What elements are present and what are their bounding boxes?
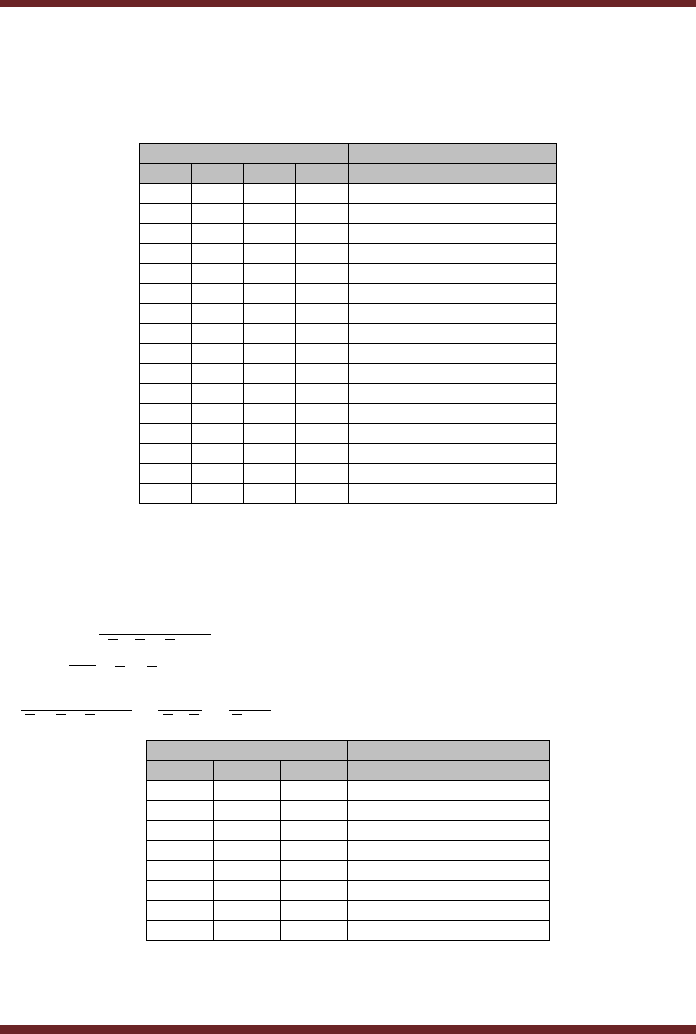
header-group-output bbox=[348, 144, 557, 164]
table-cell bbox=[348, 244, 557, 264]
table-row bbox=[140, 204, 557, 224]
table-cell bbox=[296, 284, 348, 304]
table-cell bbox=[192, 484, 244, 504]
table-cell bbox=[244, 364, 296, 384]
table-cell bbox=[348, 424, 557, 444]
variable-overbar bbox=[108, 639, 118, 640]
table-cell bbox=[192, 264, 244, 284]
header-group-inputs bbox=[140, 144, 349, 164]
table-row bbox=[140, 364, 557, 384]
table-row bbox=[140, 484, 557, 504]
table-cell bbox=[348, 304, 557, 324]
table-group-header-row bbox=[140, 144, 557, 164]
table-cell bbox=[296, 304, 348, 324]
table-cell bbox=[192, 424, 244, 444]
table-cell bbox=[296, 204, 348, 224]
table-cell bbox=[348, 364, 557, 384]
expression-overline bbox=[158, 710, 202, 711]
table-cell bbox=[348, 881, 550, 901]
header-group-inputs bbox=[147, 741, 348, 761]
variable-overbar bbox=[165, 639, 175, 640]
table-cell bbox=[244, 324, 296, 344]
table-cell bbox=[214, 801, 281, 821]
table-cell bbox=[192, 284, 244, 304]
table-cell bbox=[140, 344, 192, 364]
table-cell bbox=[348, 464, 557, 484]
table-cell bbox=[281, 841, 348, 861]
table-cell bbox=[244, 304, 296, 324]
table-cell bbox=[147, 901, 214, 921]
table-cell bbox=[296, 324, 348, 344]
variable-overbar bbox=[115, 666, 125, 667]
table-row bbox=[147, 921, 550, 941]
table-cell bbox=[244, 264, 296, 284]
table-cell bbox=[140, 244, 192, 264]
table-row bbox=[140, 444, 557, 464]
table-row bbox=[140, 224, 557, 244]
table-cell bbox=[147, 801, 214, 821]
table-cell bbox=[192, 224, 244, 244]
table-cell bbox=[192, 384, 244, 404]
table-cell bbox=[244, 484, 296, 504]
table-cell bbox=[192, 404, 244, 424]
table-cell bbox=[281, 861, 348, 881]
table-cell bbox=[214, 781, 281, 801]
table-cell bbox=[140, 444, 192, 464]
expression-overline bbox=[99, 634, 211, 635]
table-cell bbox=[147, 881, 214, 901]
table-cell bbox=[192, 444, 244, 464]
table-cell bbox=[140, 384, 192, 404]
table-cell bbox=[147, 841, 214, 861]
table-cell bbox=[140, 264, 192, 284]
table-row bbox=[140, 344, 557, 364]
table-cell bbox=[348, 324, 557, 344]
table-cell bbox=[244, 244, 296, 264]
table-cell bbox=[192, 184, 244, 204]
header-cell bbox=[281, 761, 348, 781]
table-cell bbox=[296, 364, 348, 384]
table-row bbox=[140, 464, 557, 484]
header-cell bbox=[147, 761, 214, 781]
table-cell bbox=[348, 184, 557, 204]
variable-overbar bbox=[25, 714, 35, 715]
table-cell bbox=[348, 404, 557, 424]
table-row bbox=[147, 781, 550, 801]
table-cell bbox=[244, 444, 296, 464]
table-cell bbox=[244, 384, 296, 404]
table-cell bbox=[348, 444, 557, 464]
table-cell bbox=[296, 244, 348, 264]
table-cell bbox=[348, 204, 557, 224]
table-cell bbox=[244, 224, 296, 244]
expression-overline bbox=[21, 710, 132, 711]
table-cell bbox=[214, 821, 281, 841]
table-cell bbox=[140, 184, 192, 204]
table-cell bbox=[140, 484, 192, 504]
table-row bbox=[147, 841, 550, 861]
table-cell bbox=[244, 344, 296, 364]
table-cell bbox=[140, 464, 192, 484]
table-row bbox=[140, 184, 557, 204]
table-cell bbox=[281, 801, 348, 821]
table-cell bbox=[140, 224, 192, 244]
header-cell bbox=[244, 164, 296, 184]
table-cell bbox=[192, 204, 244, 224]
table-row bbox=[147, 901, 550, 921]
table-cell bbox=[140, 424, 192, 444]
expression-overline bbox=[69, 665, 96, 666]
table-cell bbox=[348, 224, 557, 244]
table-cell bbox=[296, 464, 348, 484]
table-cell bbox=[192, 244, 244, 264]
table-cell bbox=[244, 184, 296, 204]
table-cell bbox=[192, 304, 244, 324]
table-cell bbox=[214, 881, 281, 901]
table-cell bbox=[296, 384, 348, 404]
variable-overbar bbox=[163, 714, 173, 715]
table-cell bbox=[214, 921, 281, 941]
variable-overbar bbox=[135, 639, 145, 640]
table-cell bbox=[140, 324, 192, 344]
variable-overbar bbox=[232, 714, 242, 715]
header-cell bbox=[192, 164, 244, 184]
table-cell bbox=[348, 921, 550, 941]
truth-table-2 bbox=[146, 740, 550, 941]
table-cell bbox=[348, 821, 550, 841]
table-cell bbox=[281, 821, 348, 841]
table-cell bbox=[296, 424, 348, 444]
table-cell bbox=[296, 224, 348, 244]
table-cell bbox=[192, 364, 244, 384]
table-cell bbox=[214, 861, 281, 881]
variable-overbar bbox=[147, 666, 157, 667]
table-row bbox=[140, 244, 557, 264]
table-row bbox=[140, 404, 557, 424]
table-row bbox=[147, 821, 550, 841]
table-cell bbox=[348, 841, 550, 861]
table-cell bbox=[348, 901, 550, 921]
table-cell bbox=[244, 464, 296, 484]
table-row bbox=[147, 861, 550, 881]
table-row bbox=[140, 284, 557, 304]
page-top-band bbox=[0, 0, 696, 7]
header-cell bbox=[214, 761, 281, 781]
table-cell bbox=[244, 404, 296, 424]
table-cell bbox=[296, 484, 348, 504]
table-cell bbox=[244, 424, 296, 444]
table-cell bbox=[348, 781, 550, 801]
expression-overline bbox=[229, 710, 271, 711]
table-cell bbox=[244, 284, 296, 304]
table-cell bbox=[244, 204, 296, 224]
table-row bbox=[140, 304, 557, 324]
table-cell bbox=[348, 861, 550, 881]
table-cell bbox=[147, 861, 214, 881]
table-cell bbox=[147, 821, 214, 841]
table-cell bbox=[348, 384, 557, 404]
table-cell bbox=[140, 284, 192, 304]
table-cell bbox=[281, 781, 348, 801]
header-cell bbox=[296, 164, 348, 184]
variable-overbar bbox=[85, 714, 95, 715]
table-cell bbox=[296, 404, 348, 424]
table-cell bbox=[348, 264, 557, 284]
table-cell bbox=[348, 284, 557, 304]
table-cell bbox=[281, 901, 348, 921]
table-row bbox=[140, 324, 557, 344]
table-cell bbox=[296, 184, 348, 204]
table-row bbox=[140, 264, 557, 284]
table-cell bbox=[281, 921, 348, 941]
table-cell bbox=[214, 901, 281, 921]
table-cell bbox=[147, 921, 214, 941]
table-cell bbox=[348, 344, 557, 364]
table-cell bbox=[140, 304, 192, 324]
variable-overbar bbox=[189, 714, 199, 715]
header-cell bbox=[348, 164, 557, 184]
table-cell bbox=[296, 264, 348, 284]
table-cell bbox=[147, 781, 214, 801]
table-row bbox=[140, 424, 557, 444]
table-cell bbox=[281, 881, 348, 901]
table-group-header-row bbox=[147, 741, 550, 761]
table-cell bbox=[140, 364, 192, 384]
table-cell bbox=[140, 404, 192, 424]
table-row bbox=[147, 801, 550, 821]
table-cell bbox=[296, 344, 348, 364]
table-column-header-row bbox=[147, 761, 550, 781]
table-cell bbox=[348, 801, 550, 821]
table-cell bbox=[192, 344, 244, 364]
variable-overbar bbox=[56, 714, 66, 715]
table-row bbox=[140, 384, 557, 404]
table-cell bbox=[214, 841, 281, 861]
table-cell bbox=[348, 484, 557, 504]
table-cell bbox=[192, 324, 244, 344]
page-bottom-band bbox=[0, 1025, 696, 1034]
table-column-header-row bbox=[140, 164, 557, 184]
table-cell bbox=[140, 204, 192, 224]
table-cell bbox=[192, 464, 244, 484]
header-cell bbox=[348, 761, 550, 781]
table-row bbox=[147, 881, 550, 901]
table-cell bbox=[296, 444, 348, 464]
truth-table-1 bbox=[139, 143, 557, 504]
header-cell bbox=[140, 164, 192, 184]
header-group-output bbox=[348, 741, 550, 761]
